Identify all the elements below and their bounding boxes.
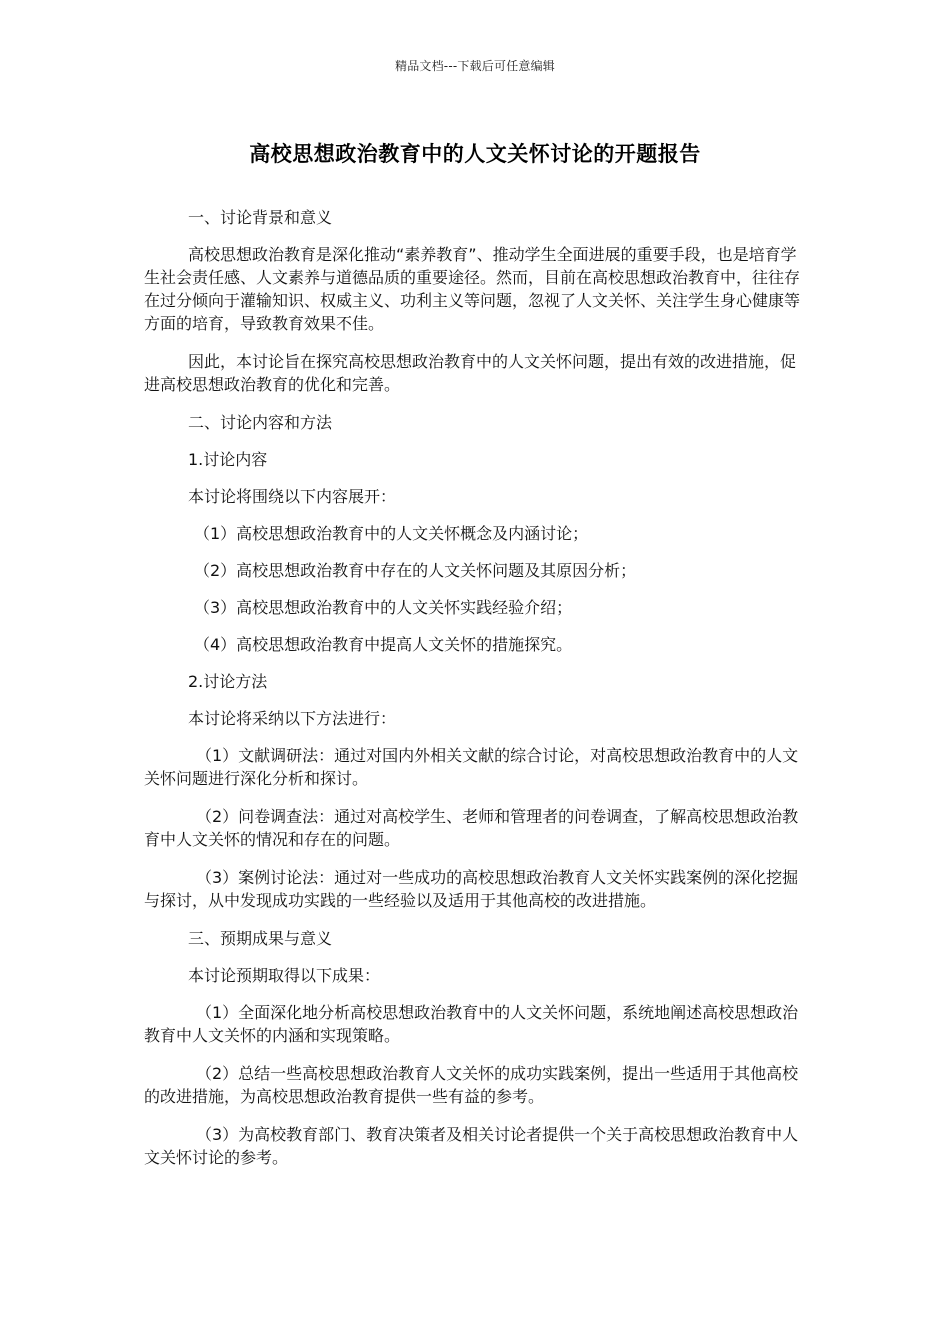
list-item: （2）高校思想政治教育中存在的人文关怀问题及其原因分析； (194, 561, 637, 580)
section-heading-1: 一、讨论背景和意义 (188, 208, 333, 227)
list-item: （3）案例讨论法：通过对一些成功的高校思想政治教育人文关怀实践案例的深化挖掘与探讨，从中发现成功实践的一些经验以及适用于其他高校的改进措施。 (144, 868, 799, 910)
section-heading-3: 三、预期成果与意义 (188, 929, 333, 948)
paragraph: 本讨论将围绕以下内容展开： (188, 487, 397, 506)
subheading-content: 1.讨论内容 (188, 450, 268, 469)
list-item: （4）高校思想政治教育中提高人文关怀的措施探究。 (194, 635, 573, 654)
document-title: 高校思想政治教育中的人文关怀讨论的开题报告 (249, 142, 701, 166)
list-item: （3）高校思想政治教育中的人文关怀实践经验介绍； (194, 598, 573, 617)
list-item: （2）总结一些高校思想政治教育人文关怀的成功实践案例，提出一些适用于其他高校的改进措施，为高校思想政治教育提供一些有益的参考。 (144, 1064, 799, 1106)
paragraph: 高校思想政治教育是深化推动“素养教育”、推动学生全面进展的重要手段，也是培育学生社会责任感、人文素养与道德品质的重要途径。然而，目前在高校思想政治教育中，往往存在过分倾向于灌输知识、权威主义、功利主义等问题，忽视了人文关怀、关注学生身心健康等方面的培育，导致教育效果不佳。 (144, 245, 801, 333)
paragraph: 本讨论将采纳以下方法进行： (188, 709, 397, 728)
list-item: （1）全面深化地分析高校思想政治教育中的人文关怀问题，系统地阐述高校思想政治教育中人文关怀的内涵和实现策略。 (144, 1003, 799, 1045)
paragraph: 本讨论预期取得以下成果： (188, 966, 381, 985)
list-item: （1）高校思想政治教育中的人文关怀概念及内涵讨论； (194, 524, 589, 543)
document-body (144, 206, 808, 1184)
section-heading-2: 二、讨论内容和方法 (188, 413, 333, 432)
subheading-method: 2.讨论方法 (188, 672, 268, 691)
list-item: （3）为高校教育部门、教育决策者及相关讨论者提供一个关于高校思想政治教育中人文关怀讨论的参考。 (144, 1125, 799, 1167)
list-item: （1）文献调研法：通过对国内外相关文献的综合讨论，对高校思想政治教育中的人文关怀问题进行深化分析和探讨。 (144, 746, 799, 788)
list-item: （2）问卷调查法：通过对高校学生、老师和管理者的问卷调查，了解高校思想政治教育中人文关怀的情况和存在的问题。 (144, 807, 799, 849)
page-header: 精品文档---下载后可任意编辑 (395, 59, 555, 73)
paragraph: 因此，本讨论旨在探究高校思想政治教育中的人文关怀问题，提出有效的改进措施，促进高校思想政治教育的优化和完善。 (144, 352, 797, 394)
